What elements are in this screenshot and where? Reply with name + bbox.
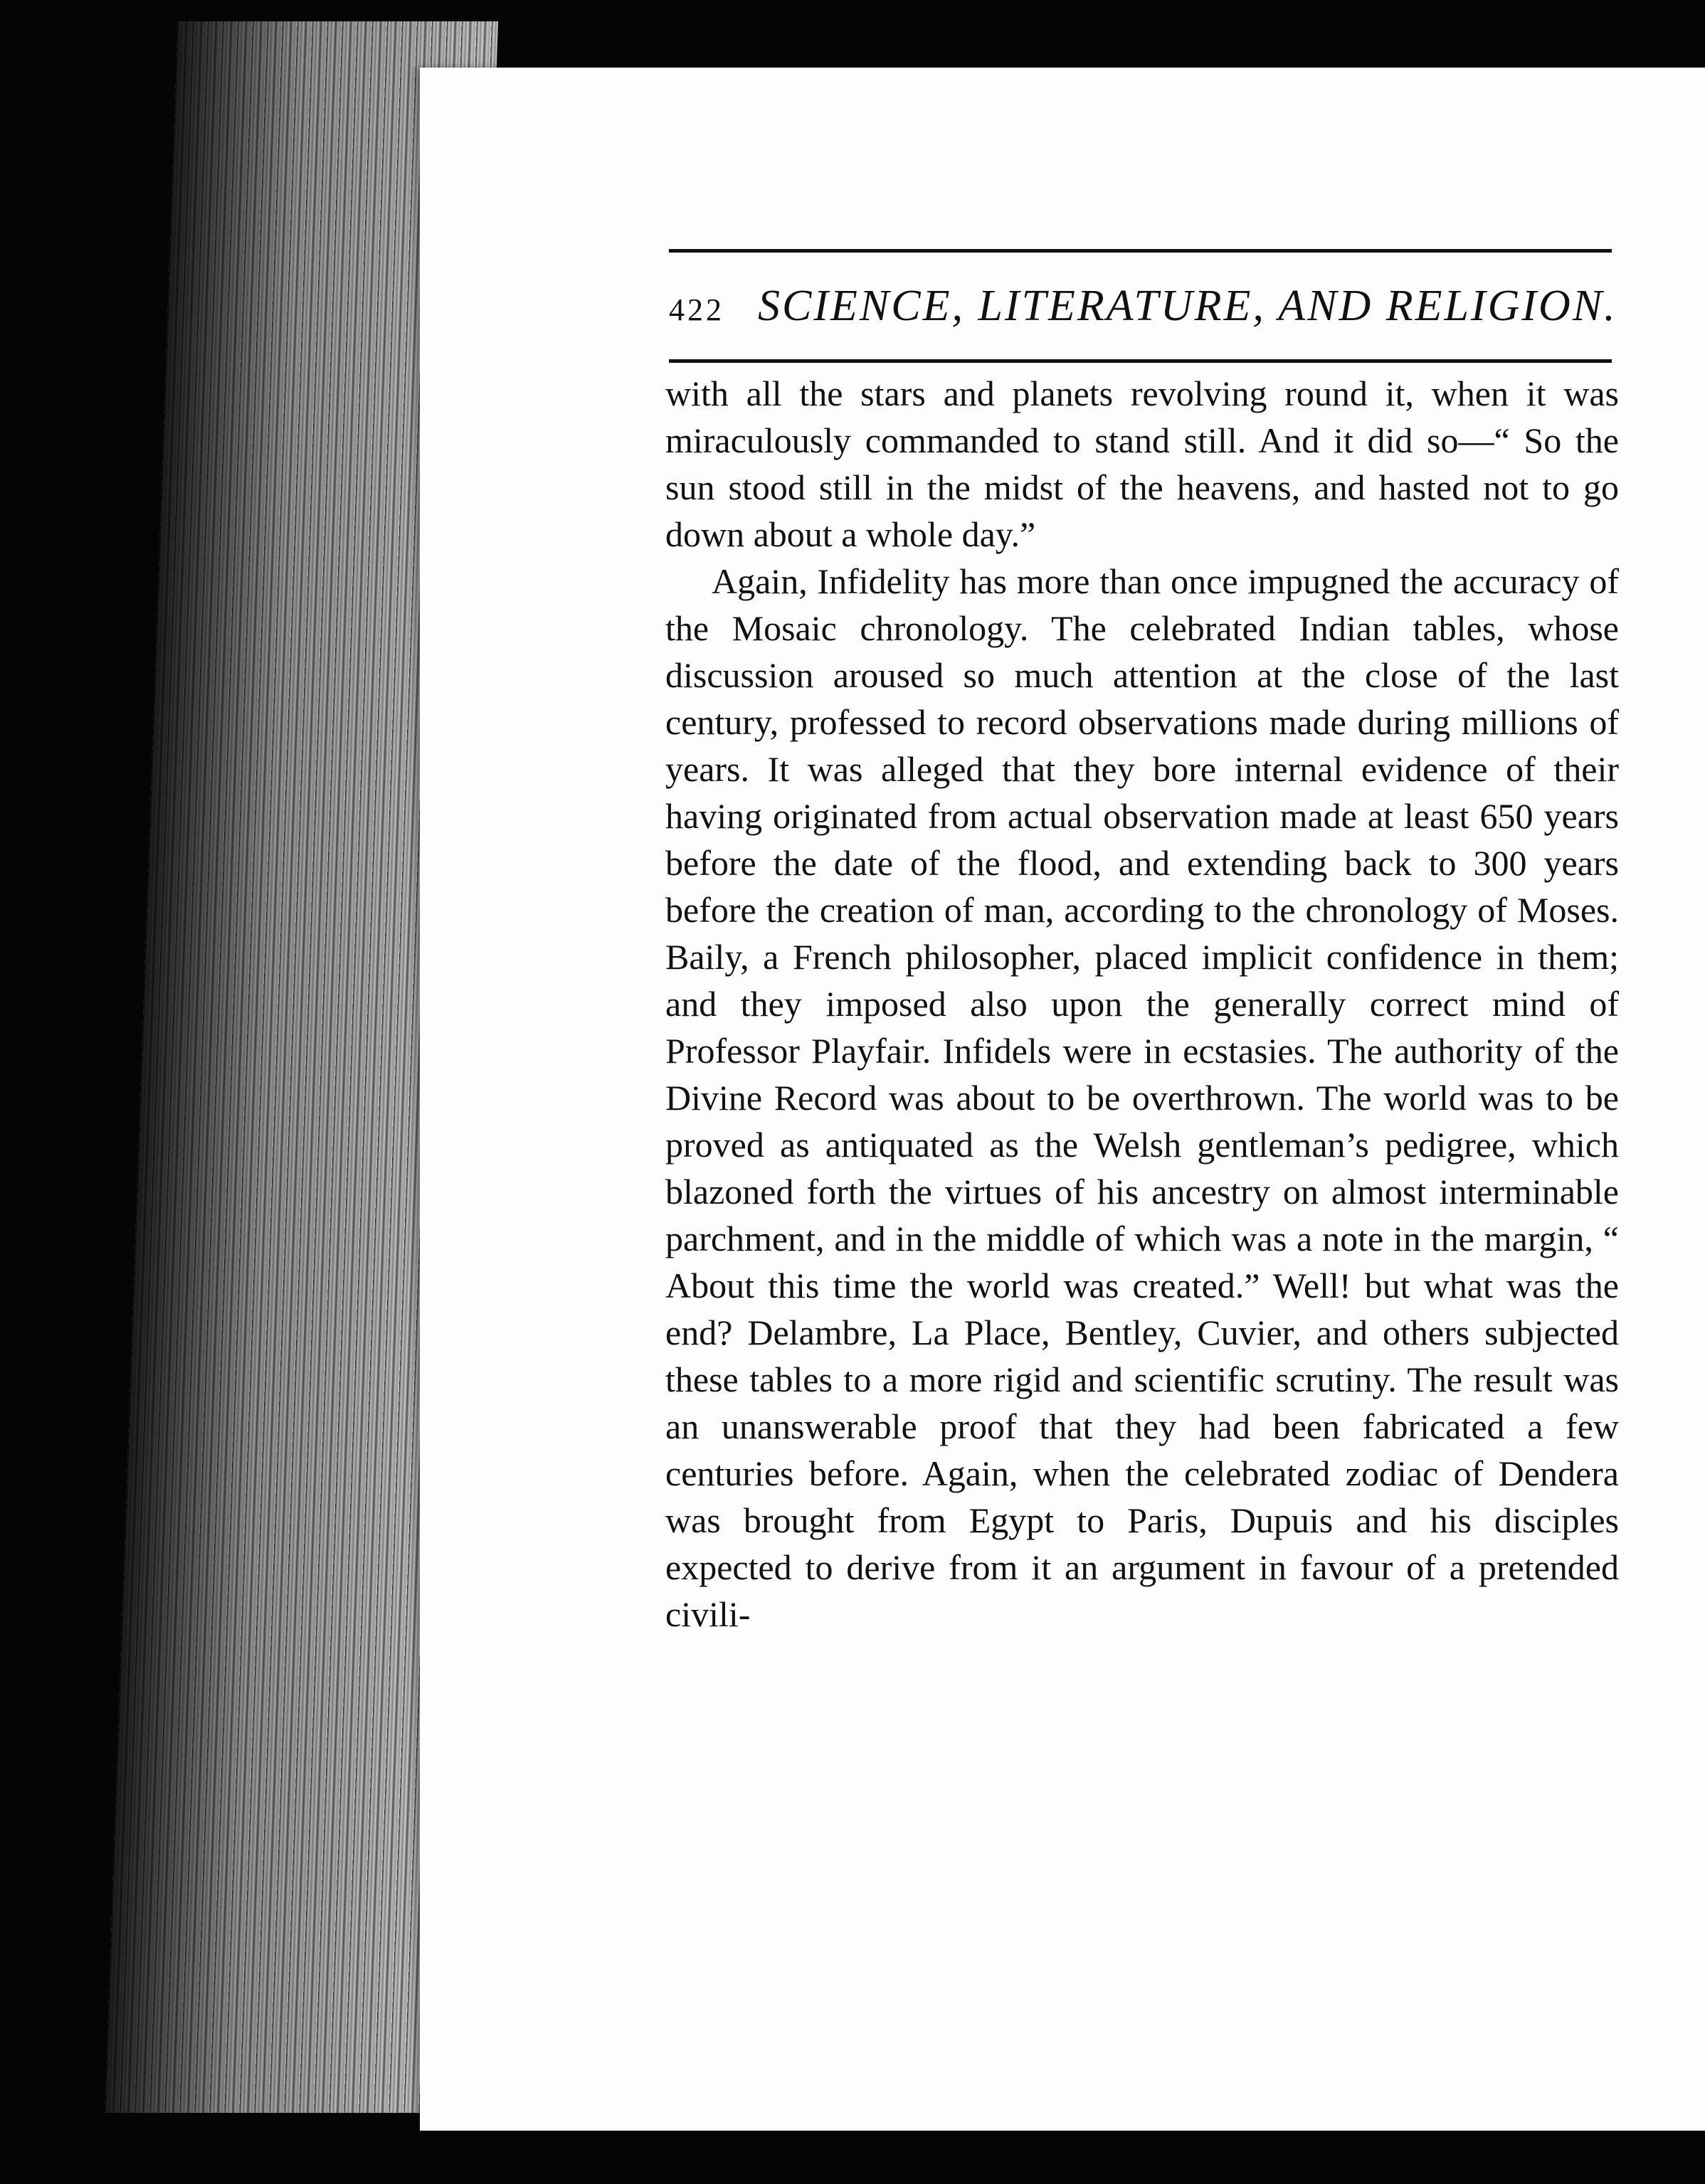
book-page — [420, 68, 1705, 2131]
paragraph-2: Again, Infidelity has more than once impugned the accuracy of the Mosaic chronology. The celebrated Indian tables, whose discussion aroused so much attention at the close of the last century, professed to record observations made during millions of years. It was alleged that they bore internal evidence of their having originated from actual observation made at least 650 years before the date of the flood, and extending back to 300 years before the creation of man, according to the chronology of Moses. Baily, a French philosopher, placed implicit confidence in them; and they imposed also upon the generally correct mind of Professor Playfair. Infidels were in ecstasies. The authority of the Divine Record was about to be overthrown. The world was to be proved as antiquated as the Welsh gentleman’s pedigree, which blazoned forth the virtues of his ancestry on almost interminable parchment, and in the middle of which was a note in the margin, “ About this time the world was created.” Well! but what was the end? Delambre, La Place, Bentley, Cuvier, and others subjected these tables to a more rigid and scientific scrutiny. The result was an unanswerable proof that they had been fabricated a few centuries before. Again, when the celebrated zodiac of Dendera was brought from Egypt to Paris, Dupuis and his disciples expected to derive from it an argument in favour of a pretended civili- — [665, 561, 1619, 1634]
body-text — [665, 370, 1619, 1638]
running-head: SCIENCE, LITERATURE, AND RELIGION. — [758, 282, 1617, 330]
page-number: 422 — [669, 292, 724, 327]
page-header — [669, 249, 1617, 363]
paragraph-1: with all the stars and planets revolving round it, when it was miraculously commanded to stand still. And it did so—“ So the sun stood still in the midst of the heavens, and hasted not to go down about a whole day.” — [665, 373, 1619, 554]
